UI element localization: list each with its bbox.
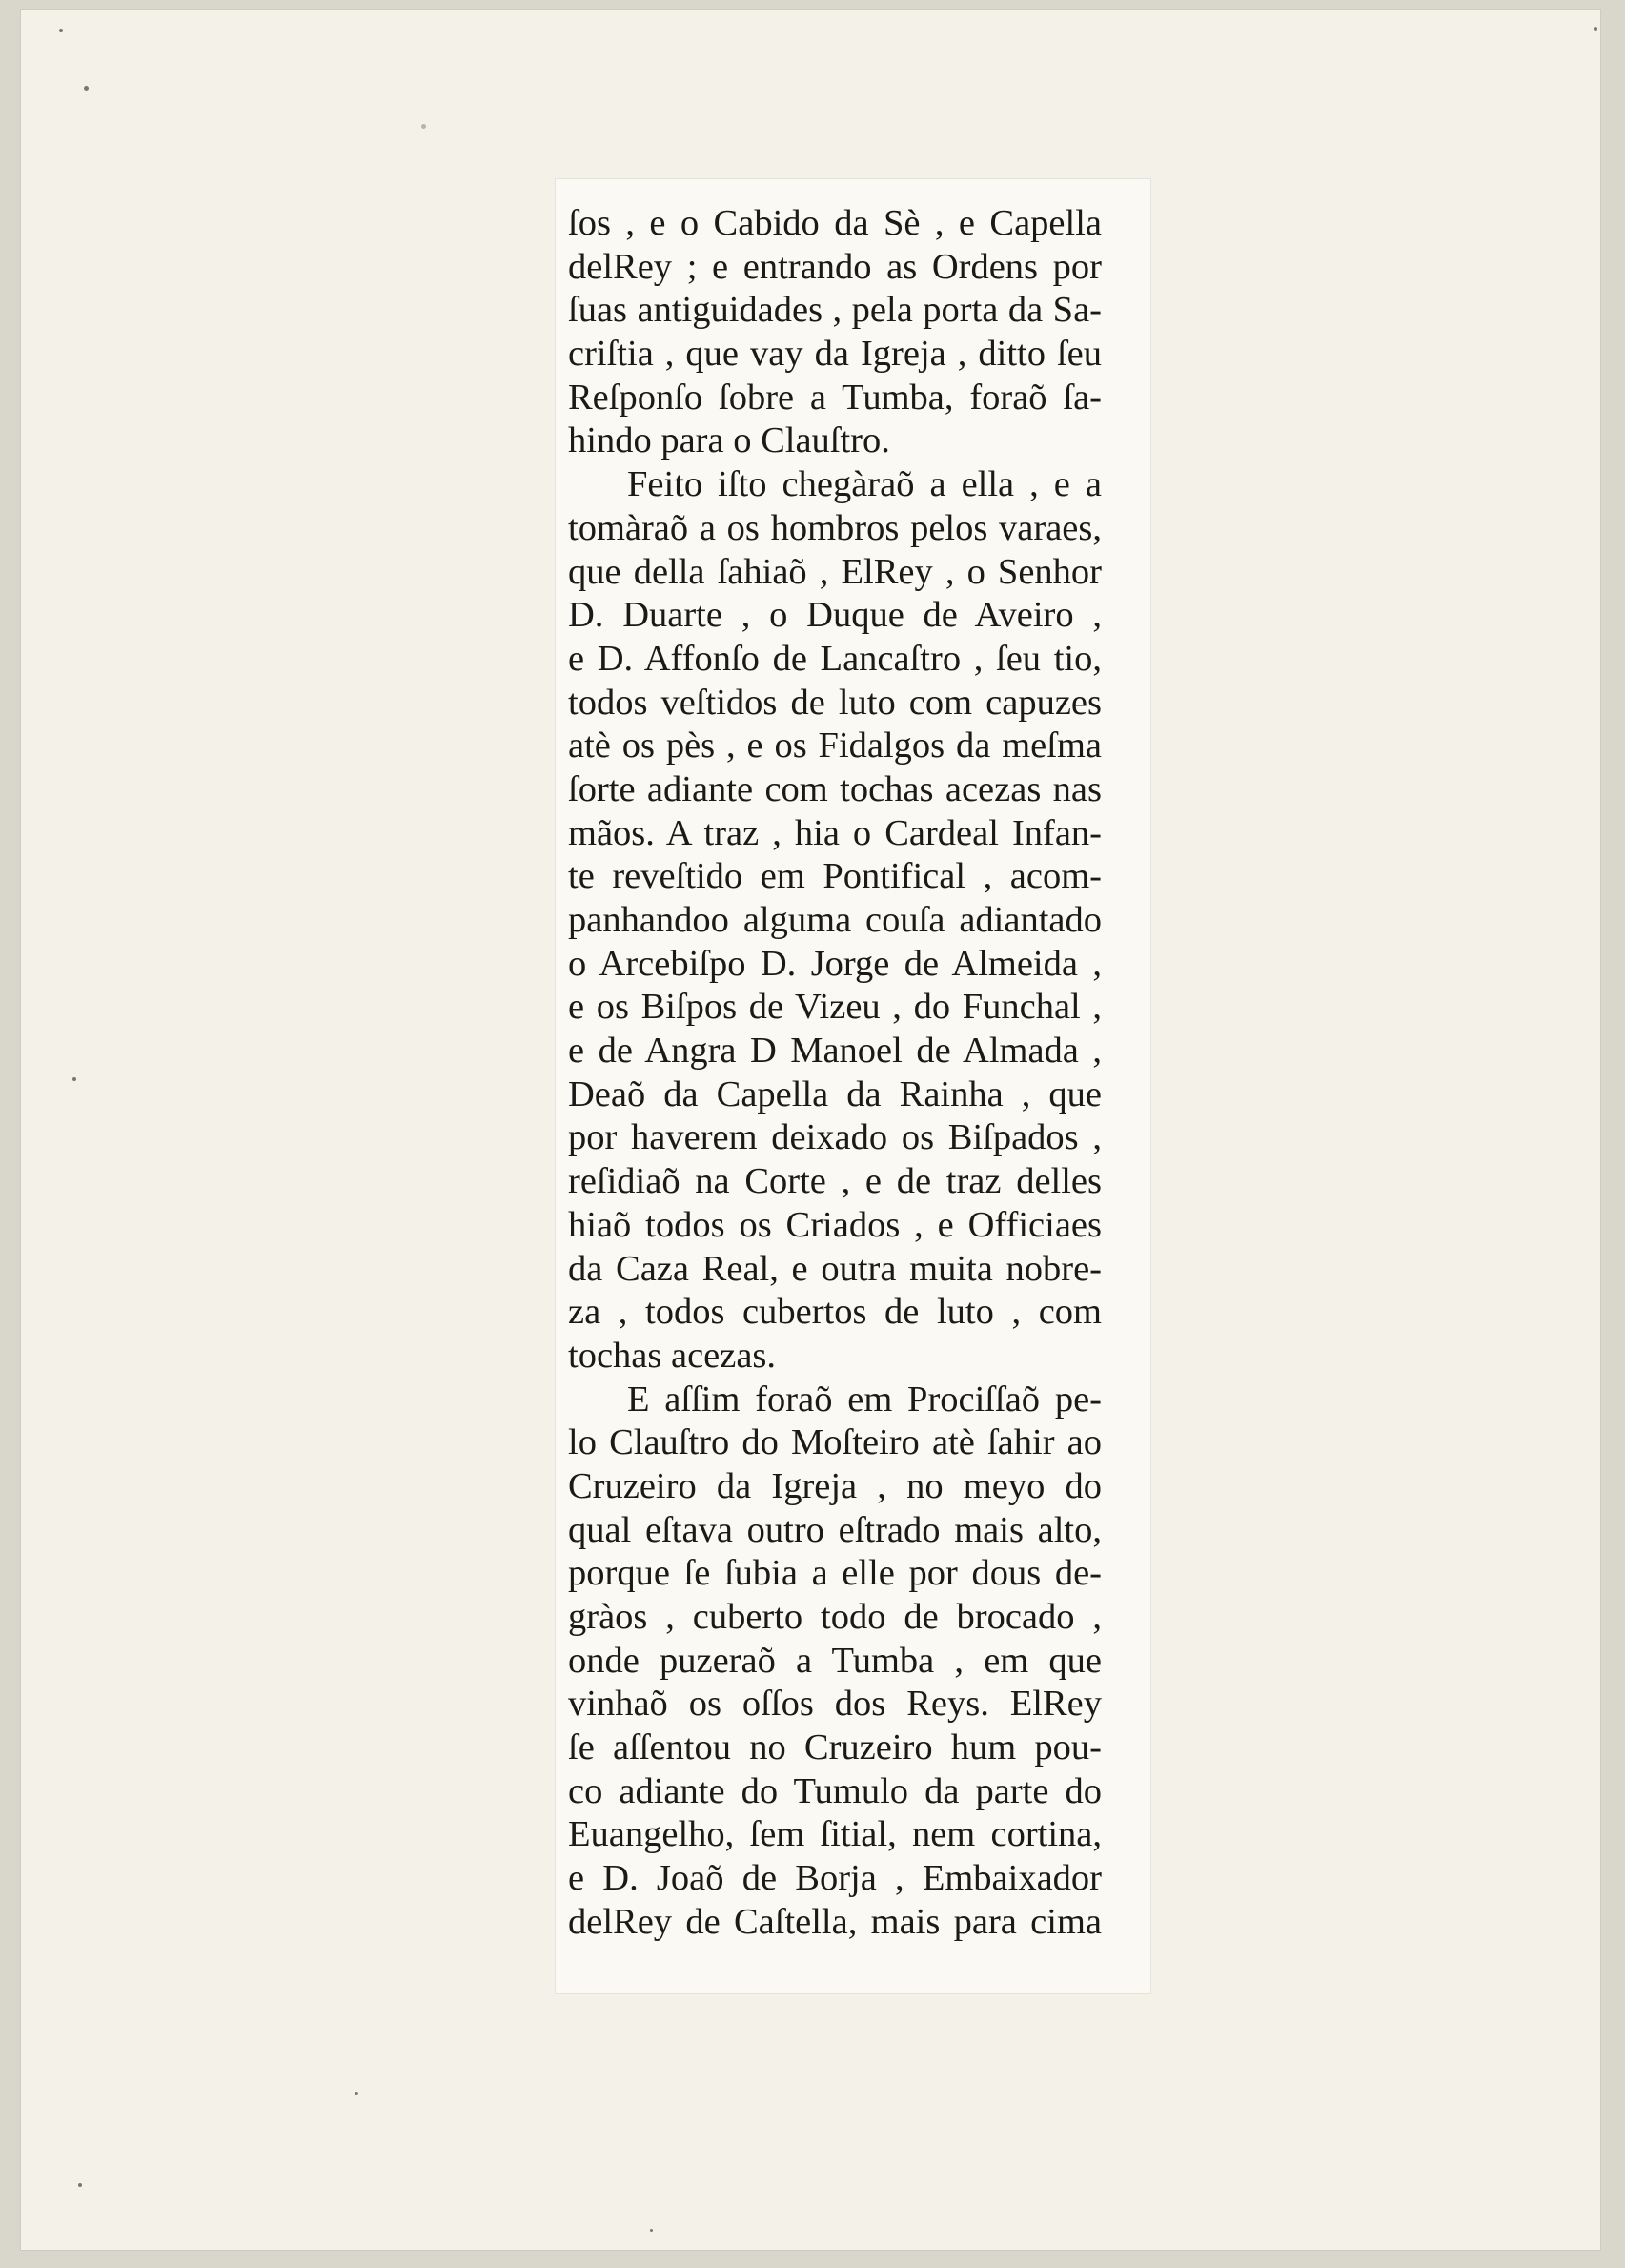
text-line: te reveſtido em Pontifical , acom-: [568, 856, 1102, 897]
text-line: D. Duarte , o Duque de Aveiro ,: [568, 595, 1102, 636]
paper-speck: [59, 29, 63, 32]
text-line: Cruzeiro da Igreja , no meyo do: [568, 1465, 1102, 1506]
paper-speck: [650, 2229, 653, 2232]
paper-speck: [355, 2092, 358, 2095]
paragraph-start: E aſſim foraõ em Prociſſaõ pe-: [627, 1379, 1102, 1420]
text-line: reſidiaõ na Corte , e de traz delles: [568, 1161, 1102, 1202]
paper-speck: [84, 86, 89, 91]
text-line: Euangelho, ſem ſitial, nem cortina,: [568, 1814, 1102, 1855]
text-line: Reſponſo ſobre a Tumba, foraõ ſa-: [568, 377, 1102, 418]
text-line: hindo para o Clauſtro.: [568, 420, 890, 461]
text-line: ſe aſſentou no Cruzeiro hum pou-: [568, 1727, 1102, 1768]
paper-speck: [421, 124, 426, 129]
text-line: co adiante do Tumulo da parte do: [568, 1770, 1102, 1811]
paper-speck: [72, 1077, 76, 1081]
text-line: criſtia , que vay da Igreja , ditto ſeu: [568, 334, 1102, 375]
text-line: tochas acezas.: [568, 1335, 777, 1376]
text-line: por haverem deixado os Biſpados ,: [568, 1117, 1102, 1158]
text-line: ſos , e o Cabido da Sè , e Capella: [568, 203, 1102, 243]
paper-speck: [78, 2183, 82, 2187]
text-line: delRey de Caſtella, mais para cima: [568, 1901, 1102, 1942]
text-line: panhandoo alguma couſa adiantado: [568, 900, 1102, 940]
text-line: onde puzeraõ a Tumba , em que: [568, 1640, 1102, 1681]
text-line: e de Angra D Manoel de Almada ,: [568, 1031, 1102, 1072]
text-line: vinhaõ os oſſos dos Reys. ElRey: [568, 1684, 1102, 1725]
text-line: ſorte adiante com tochas acezas nas: [568, 768, 1102, 809]
text-line: e os Biſpos de Vizeu , do Funchal ,: [568, 987, 1102, 1028]
paper-speck: [1594, 27, 1597, 31]
text-line: lo Clauſtro do Moſteiro atè ſahir ao: [568, 1422, 1102, 1463]
document-body: [568, 202, 1102, 1945]
text-line: da Caza Real, e outra muita nobre-: [568, 1248, 1102, 1289]
text-line: tomàraõ a os hombros pelos varaes,: [568, 507, 1102, 548]
text-line: e D. Affonſo de Lancaſtro , ſeu tio,: [568, 638, 1102, 679]
text-line: qual eſtava outro eſtrado mais alto,: [568, 1509, 1102, 1550]
text-line: mãos. A traz , hia o Cardeal Infan-: [568, 812, 1102, 853]
text-line: za , todos cubertos de luto , com: [568, 1292, 1102, 1333]
text-line: o Arcebiſpo D. Jorge de Almeida ,: [568, 943, 1102, 984]
text-line: todos veſtidos de luto com capuzes: [568, 682, 1102, 723]
text-line: porque ſe ſubia a elle por dous de-: [568, 1553, 1102, 1594]
text-line: Deaõ da Capella da Rainha , que: [568, 1073, 1102, 1114]
text-line: que della ſahiaõ , ElRey , o Senhor: [568, 551, 1102, 592]
text-line: gràos , cuberto todo de brocado ,: [568, 1597, 1102, 1637]
paragraph-start: Feito iſto chegàraõ a ella , e a: [627, 464, 1102, 505]
text-line: atè os pès , e os Fidalgos da meſma: [568, 725, 1102, 766]
text-line: delRey ; e entrando as Ordens por: [568, 246, 1102, 287]
text-line: ſuas antiguidades , pela porta da Sa-: [568, 290, 1102, 331]
text-line: hiaõ todos os Criados , e Officiaes: [568, 1204, 1102, 1245]
text-line: e D. Joaõ de Borja , Embaixador: [568, 1858, 1102, 1899]
